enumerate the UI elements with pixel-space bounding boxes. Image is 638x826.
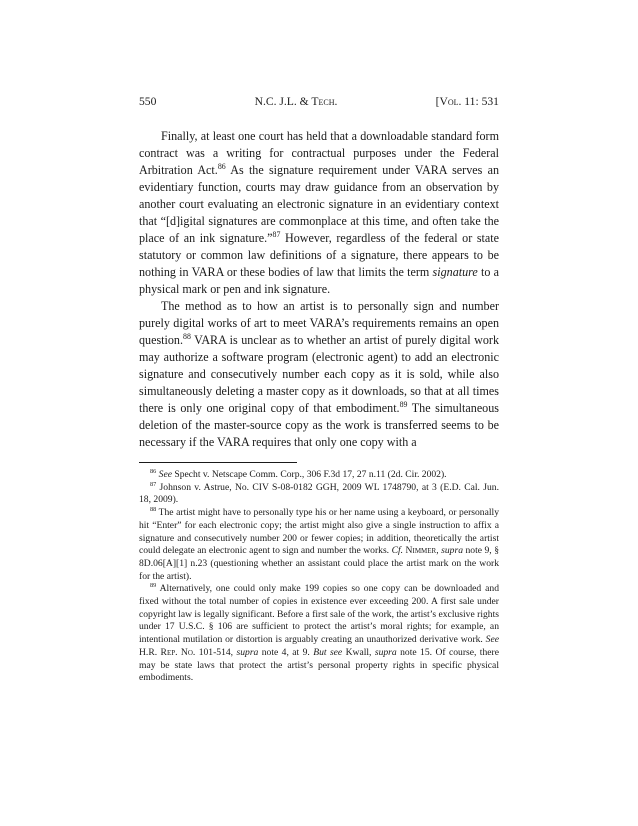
footnote-ref[interactable]: 89 <box>399 399 408 409</box>
volume-citation: [Vol. 11: 531 <box>435 95 499 108</box>
footnote-88: $^{88}$ The artist might have to personally type his or her name using a keyboard, or personally hit “Enter” for each electronic copy; the artist might also give a single instruction to affix a signature and consecutively number 200 or fewer copies; in addition, theoretically the artist could delegate an electronic agent to sign and number the works. Cf. Nimmer, supra note 9, § 8D.06[A][1] n.23 (questioning whether an assistant could place the artist mark on the work for the artist). <box>139 505 500 582</box>
footnote-ref[interactable]: 87 <box>272 229 281 239</box>
body-paragraph: The method as to how an artist is to personally sign and number purely digital works of art to meet VARA’s requirements remains an open question.$^{88}$ VARA is unclear as to whether an artist of purely digital work may authorize a software program (electronic agent) to add an electronic signature and consecutively number each copy as it is sold, while also simultaneously deleting a master copy as it downloads, so that at all times there is only one original copy of that embodiment.$^{89}$ The simultaneous deletion of the master-source copy as the work is transferred seems to be necessary if the VARA requires that only one copy with a <box>139 299 499 449</box>
footnotes <box>139 469 499 685</box>
document-page <box>139 95 499 685</box>
footnote-87: $^{87}$ Johnson v. Astrue, No. CIV S-08-0182 GGH, 2009 WL 1748790, at 3 (E.D. Cal. Jun. 18, 2009). <box>139 480 499 506</box>
footnote-86: $^{86}$ See Specht v. Netscape Comm. Corp., 306 F.3d 17, 27 n.11 (2d. Cir. 2002). <box>150 467 447 480</box>
footnote-number: 87 <box>150 480 157 488</box>
body-text <box>139 128 499 451</box>
footnote-number: 88 <box>150 505 157 513</box>
page-number: 550 <box>139 95 157 108</box>
body-paragraph: Finally, at least one court has held that a downloadable standard form contract was a writing for contractual purposes under the Federal Arbitration Act.$^{86}$ As the signature requirement under VARA serves an evidentiary function, courts may draw guidance from an observation by another court evaluating an electronic signature in an evidentiary context that “[d]igital signatures are commonplace at this time, and often take the place of an ink signature.”$^{87}$ However, regardless of the federal or state statutory or common law definitions of a signature, there appears to be nothing in VARA or these bodies of law that limits the term signature to a physical mark or pen and ink signature. <box>139 129 500 296</box>
journal-title: N.C. J.L. & Tech. <box>254 95 338 108</box>
footnote-number: 86 <box>150 467 157 475</box>
footnote-ref[interactable]: 88 <box>183 331 191 341</box>
footnote-number: 89 <box>150 582 157 590</box>
footnote-separator <box>139 462 297 463</box>
footnote-ref[interactable]: 86 <box>217 161 226 171</box>
running-header <box>139 95 499 115</box>
footnote-89: $^{89}$ Alternatively, one could only make 199 copies so one copy can be downloaded and fixed without the total number of copies in existence ever exceeding 200. A first sale under copyright law is legally significant. Before a first sale of the work, the artist’s exclusive rights under 17 U.S.C. § 106 are sufficient to protect the artist’s moral rights; for example, an intentional mutilation or distortion is arguably creating an unauthorized derivative work. See H.R. Rep. No. 101-514, supra note 4, at 9. But see Kwall, supra note 15. Of course, there may be state laws that protect the artist’s personal property rights in specific physical embodiments. <box>139 582 499 684</box>
